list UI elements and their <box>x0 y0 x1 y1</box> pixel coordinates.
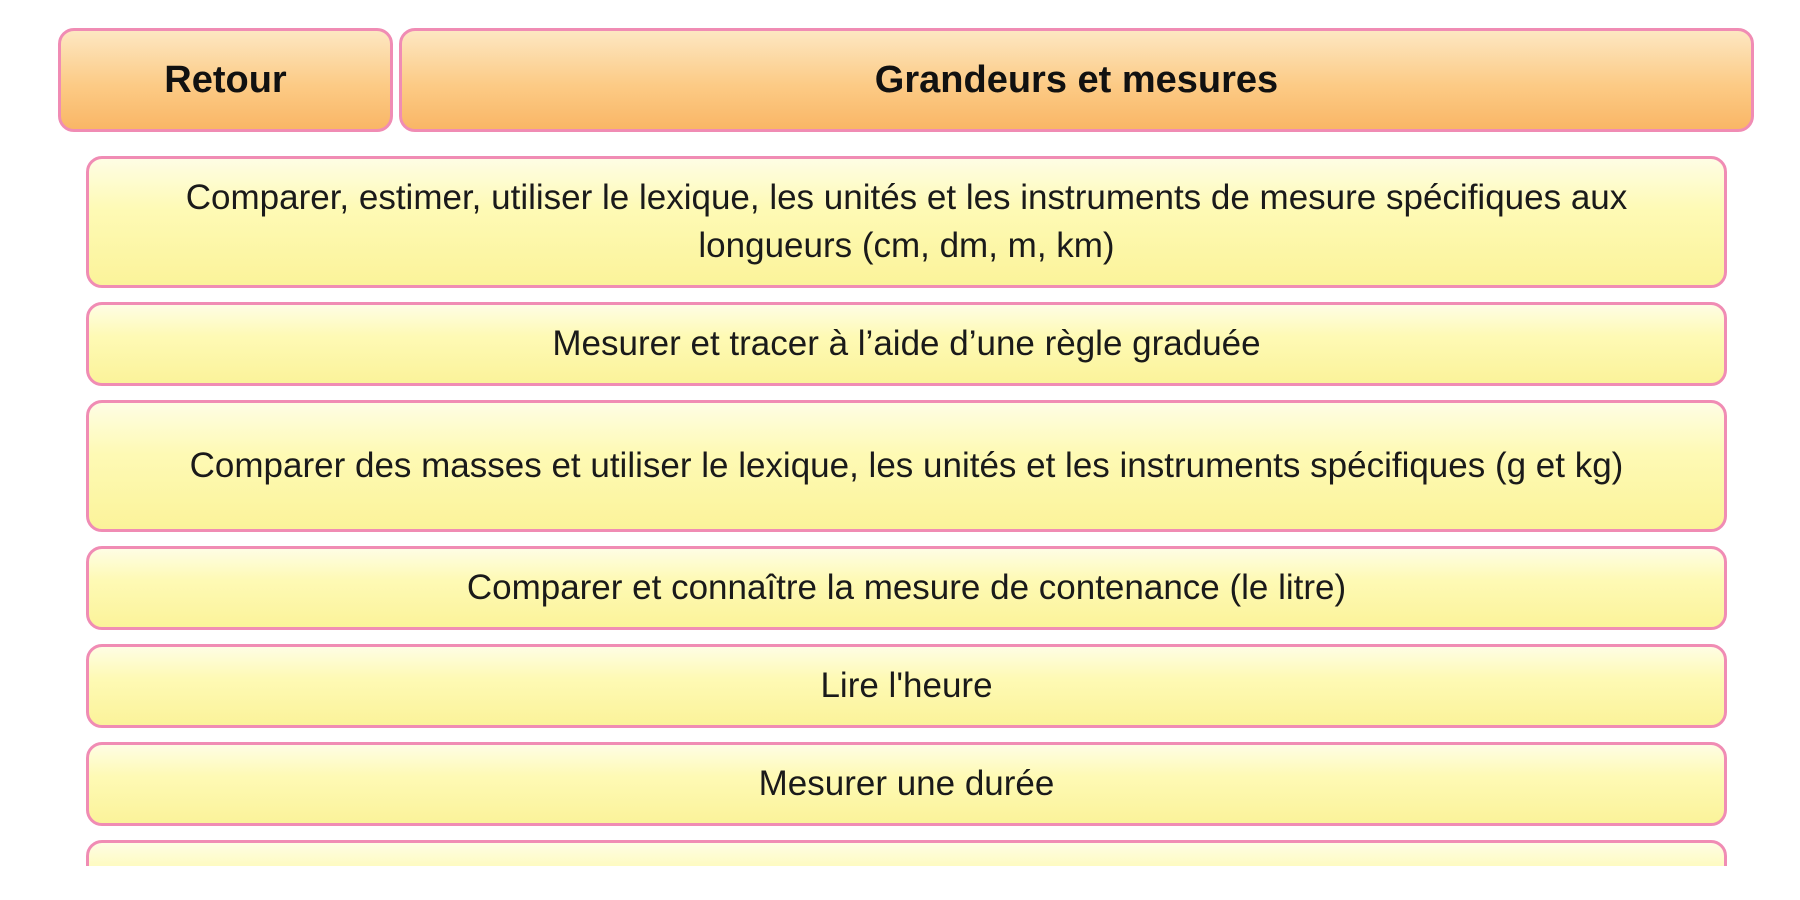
list-item-duree[interactable]: Mesurer une durée <box>86 742 1727 826</box>
list-item-regle-graduee[interactable]: Mesurer et tracer à l’aide d’une règle graduée <box>86 302 1727 386</box>
header-bar <box>58 28 1754 134</box>
page-title: Grandeurs et mesures <box>399 28 1754 132</box>
list-item-masses[interactable]: Comparer des masses et utiliser le lexique, les unités et les instruments spécifiques (g et kg) <box>86 400 1727 532</box>
list-item-lire-heure[interactable]: Lire l'heure <box>86 644 1727 728</box>
back-button[interactable]: Retour <box>58 28 393 132</box>
topic-list <box>86 156 1727 866</box>
list-item-partial[interactable] <box>86 840 1727 866</box>
list-item-contenance[interactable]: Comparer et connaître la mesure de contenance (le litre) <box>86 546 1727 630</box>
list-item-longueurs[interactable]: Comparer, estimer, utiliser le lexique, les unités et les instruments de mesure spécifiques aux longueurs (cm, dm, m, km) <box>86 156 1727 288</box>
